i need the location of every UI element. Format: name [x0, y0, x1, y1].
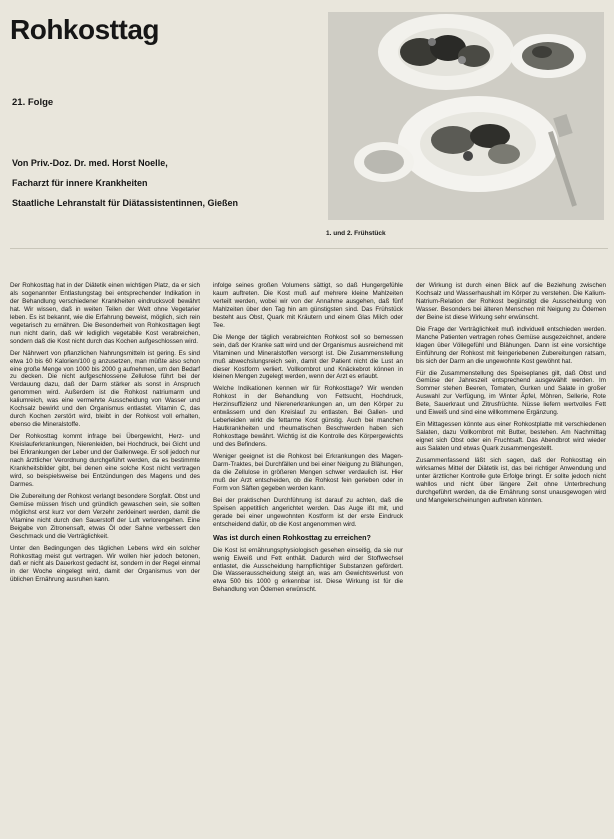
author-name: Von Priv.-Doz. Dr. med. Horst Noelle, [12, 158, 168, 168]
text-column-1 [10, 282, 200, 830]
paragraph: infolge seines großen Volumens sättigt, so daß Hungergefühle kaum auftreten. Die Kost muß auf mehrere kleine Mahlzeiten verteilt werden, wobei wir von der Annahme ausgehen, daß fünf Mahlzeiten über den Tag hin am günstigsten sind. Das Frühstück besteht aus Obst, Quark mit Kräutern und einem Glas Milch oder Tee. [213, 282, 403, 329]
series-label: 21. Folge [12, 97, 54, 108]
paragraph: Der Rohkosttag hat in der Diätetik einen wichtigen Platz, da er sich als sogenannter Entlastungstag bei entsprechender Indikation in der Behandlung verschiedener Krankheiten eindrucksvoll bewährt hat. Wir wissen, daß in weiten Teilen der Welt ohne Vegetarier leben. Es ist bekannt, wie die Erfahrung beweist, möglich, sich rein vegetarisch zu ernähren. Die Besonderheit von Rohkosttagen liegt nun nicht darin, daß wir lediglich vegetabile Kost verabreichen, sondern daß die Kost nicht durch das Kochen aufgeschlossen wird. [10, 282, 200, 345]
divider [10, 248, 608, 249]
paragraph: Die Kost ist ernährungsphysiologisch gesehen einseitig, da sie nur wenig Eiweiß und Fett enthält. Dadurch wird der Stoffwechsel entlastet, die Ausscheidung harnpflichtiger Substanzen gefördert. Die Wasserausscheidung steigt an, was am Gewichtsverlust von etwa 500 bis 1000 g erkennbar ist. Diese Wirkung ist für die Behandlung von Ödemen erwünscht. [213, 546, 403, 594]
paragraph: der Wirkung ist durch einen Blick auf die Beziehung zwischen Kochsalz und Wasserhaushalt im Körper zu verstehen. Die Kalium-Natrium-Relation der Rohkost begünstigt die Ausscheidung von Wasser. Besonders bei älteren Menschen mit Neigung zu Ödemen der Beine ist diese Wirkung sehr erwünscht. [416, 282, 606, 321]
text-column-3 [416, 282, 606, 830]
paragraph: Weniger geeignet ist die Rohkost bei Erkrankungen des Magen-Darm-Traktes, bei Durchfällen und bei einer Neigung zu Blähungen, da die Zellulose in größeren Mengen schwer verdaulich ist. Hier muß der Arzt entscheiden, ob die Rohkost fein gerieben oder in Form von Säften gegeben werden kann. [213, 453, 403, 492]
paragraph: Ein Mittagessen könnte aus einer Rohkostplatte mit verschiedenen Salaten, dazu Vollkornbrot mit Butter, bestehen. Am Nachmittag eignet sich Obst oder ein Fruchtsaft. Das Abendbrot wird wieder aus Salaten und etwas Quark zusammengestellt. [416, 421, 606, 453]
paragraph: Der Nährwert von pflanzlichen Nahrungsmitteln ist gering. Es sind etwa 10 bis 60 Kalorien/100 g anzusetzen, man müßte also schon eine große Menge von 1000 bis 2000 g aufnehmen, um den Bedarf zu decken. Die nicht aufgeschlossene Zellulose führt bei der Verdauung dazu, daß der Darm stärker als sonst in Anspruch genommen wird. Außerdem ist die Rohkost natriumarm und kaliumreich, was eine vermehrte Ausscheidung von Wasser und Kochsalz bewirkt und den Organismus entlastet. Vitamin C, das durch Kochen zerstört wird, bleibt in der Rohkost voll erhalten, ebenso die Mineralstoffe. [10, 349, 200, 429]
breakfast-photo-illustration [328, 12, 604, 220]
paragraph: Unter den Bedingungen des täglichen Lebens wird ein solcher Rohkosttag meist gut vertragen. Wir wollen hier jedoch betonen, daß er nicht als Dauerkost gedacht ist, sondern in der Regel einmal in der Woche eingelegt wird, damit der Organismus von der üblichen Ernährung ausruhen kann. [10, 544, 200, 584]
article-title: Rohkosttag [10, 14, 159, 45]
paragraph: Zusammenfassend läßt sich sagen, daß der Rohkosttag ein wirksames Mittel der Diätetik ist, das bei richtiger Anwendung und unter ärztlicher Kontrolle gute Erfolge bringt. Er sollte jedoch nicht wahllos und nicht über längere Zeit ohne Unterbrechung durchgeführt werden, da die Ernährung sonst unausgewogen wird und Mangelerscheinungen auftreten könnten. [416, 457, 606, 504]
section-heading: Was ist durch einen Rohkosttag zu erreichen? [213, 532, 371, 542]
author-role: Facharzt für innere Krankheiten [12, 178, 148, 188]
paragraph: Die Zubereitung der Rohkost verlangt besondere Sorgfalt. Obst und Gemüse müssen frisch und gründlich gewaschen sein, sie sollten möglichst erst kurz vor dem Verzehr zerkleinert werden, damit die Vitamine nicht durch den Sauerstoff der Luft verlorengehen. Eine Beigabe von Zitronensaft, etwas Öl oder Sahne verbessert den Geschmack und die Verträglichkeit. [10, 492, 200, 540]
breakfast-photo [328, 12, 604, 220]
text-column-2 [213, 282, 403, 830]
paragraph: Bei der praktischen Durchführung ist darauf zu achten, daß die Speisen appetitlich angerichtet werden. Das Auge ißt mit, und gerade bei einer ungewohnten Kostform ist der erste Eindruck entscheidend dafür, ob die Kost angenommen wird. [213, 496, 403, 528]
paragraph: Für die Zusammenstellung des Speiseplanes gilt, daß Obst und Gemüse der Jahreszeit entsprechend ausgewählt werden. Im Sommer stehen Beeren, Tomaten, Gurken und Salate in großer Auswahl zur Verfügung, im Winter Äpfel, Möhren, Sellerie, Rote Bete, Sauerkraut und Zitrusfrüchte. Nüsse liefern wertvolles Fett und Eiweiß und sind eine willkommene Ergänzung. [416, 369, 606, 417]
paragraph: Die Frage der Verträglichkeit muß individuell entschieden werden. Manche Patienten vertragen rohes Gemüse ausgezeichnet, andere klagen über Völlegefühl und Blähungen. Dann ist eine vorsichtige Einführung der Rohkost mit feingeriebenen Zubereitungen ratsam, bis sich der Darm an die ungewohnte Kost gewöhnt hat. [416, 325, 606, 365]
author-institution: Staatliche Lehranstalt für Diätassistentinnen, Gießen [12, 198, 239, 208]
paragraph: Der Rohkosttag kommt infrage bei Übergewicht, Herz- und Kreislauferkrankungen, Nierenleiden, bei Hochdruck, bei Gicht und bei Erkrankungen der Leber und der Gallenwege. Er soll jedoch nur nach ärztlicher Verordnung durchgeführt werden, da es bestimmte Krankheitsbilder gibt, bei denen eine solche Kost nicht vertragen wird, so beispielsweise bei Entzündungen des Magens und des Darmes. [10, 433, 200, 488]
paragraph: Welche Indikationen kennen wir für Rohkosttage? Wir wenden Rohkost in der Behandlung von Fettsucht, Hochdruck, Herzinsuffizienz und Nierenerkrankungen an, um den Körper zu entwässern und den Kreislauf zu entlasten. Bei Gallen- und Leberleiden wirkt die fettarme Kost günstig. Auch bei manchen Hautkrankheiten und rheumatischen Beschwerden haben sich Rohkosttage bewährt. Wichtig ist die Kontrolle des Körpergewichts und des Befindens. [213, 385, 403, 449]
paragraph: Die Menge der täglich verabreichten Rohkost soll so bemessen sein, daß der Kranke satt wird und der Organismus ausreichend mit Vitaminen und Mineralstoffen versorgt ist. Die Zusammenstellung muß abwechslungsreich sein, damit der Patient nicht die Lust an dieser Kostform verliert. Vollkornbrot und Knäckebrot können in kleinen Mengen zugelegt werden, wenn der Arzt es erlaubt. [213, 333, 403, 381]
photo-caption: 1. und 2. Frühstück [326, 230, 386, 237]
author-block [12, 158, 238, 218]
